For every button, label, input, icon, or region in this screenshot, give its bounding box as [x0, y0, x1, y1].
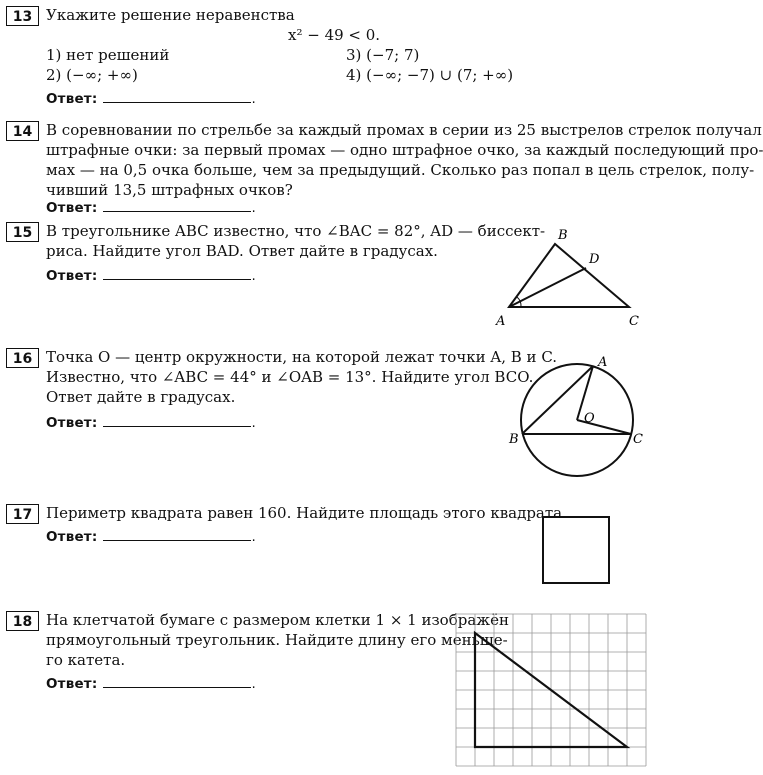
answer-line[interactable] — [103, 674, 251, 688]
answer-label: Ответ: — [46, 676, 98, 692]
label-b: B — [509, 432, 519, 447]
task-17-line: Периметр квадрата равен 160. Найдите площадь этого квадрата. — [46, 504, 567, 522]
answer-period: . — [251, 415, 256, 431]
task-16-text — [46, 347, 558, 407]
task-18-number: 18 — [6, 611, 39, 631]
answer-line[interactable] — [103, 89, 251, 103]
task-13-prompt: Укажите решение неравенства — [46, 6, 295, 24]
task-18-line: На клетчатой бумаге с размером клетки 1 × 1 изображён — [46, 611, 509, 629]
task-16-circle-figure — [505, 350, 655, 480]
task-18-line: прямоугольный треугольник. Найдите длину его меньше- — [46, 631, 508, 649]
task-15-answer — [46, 266, 256, 286]
task-14-answer — [46, 198, 256, 218]
task-18-text — [46, 610, 509, 670]
task-17-square-figure — [542, 516, 610, 584]
task-13-number: 13 — [6, 6, 39, 26]
task-15-text — [46, 221, 546, 261]
task-13-option-1[interactable]: 1) нет решений — [46, 46, 170, 64]
task-15-number: 15 — [6, 222, 39, 242]
label-d: D — [589, 252, 600, 267]
task-13-option-2[interactable]: 2) (−∞; +∞) — [46, 66, 138, 84]
label-a: A — [496, 314, 506, 329]
answer-label: Ответ: — [46, 91, 98, 107]
task-15-triangle-figure — [488, 224, 648, 329]
task-18-grid-figure — [455, 613, 655, 775]
answer-period: . — [251, 529, 256, 545]
task-16-line: Ответ дайте в градусах. — [46, 388, 236, 406]
answer-period: . — [251, 268, 256, 284]
answer-period: . — [251, 200, 256, 216]
task-13-answer — [46, 89, 256, 109]
answer-line[interactable] — [103, 266, 251, 280]
task-13-option-3[interactable]: 3) (−7; 7) — [346, 46, 420, 64]
answer-line[interactable] — [103, 413, 251, 427]
task-18-line: го катета. — [46, 651, 126, 669]
answer-period: . — [251, 91, 256, 107]
task-16-number: 16 — [6, 348, 39, 368]
label-b: B — [558, 228, 568, 243]
answer-label: Ответ: — [46, 268, 98, 284]
task-17-text — [46, 503, 567, 523]
answer-period: . — [251, 676, 256, 692]
task-14-line: В соревновании по стрельбе за каждый промах в серии из 25 выстрелов стрелок получал — [46, 121, 762, 139]
label-a: A — [598, 355, 608, 370]
label-o: O — [584, 411, 595, 426]
label-c: C — [629, 314, 639, 329]
answer-line[interactable] — [103, 198, 251, 212]
task-14-line: штрафные очки: за первый промах — одно штрафное очко, за каждый последующий про- — [46, 141, 763, 159]
task-18-answer — [46, 674, 256, 694]
task-13-option-4[interactable]: 4) (−∞; −7) ∪ (7; +∞) — [346, 66, 514, 84]
task-14-text — [46, 120, 763, 200]
task-15-line: В треугольнике ABC известно, что ∠BAC = 82°, AD — биссект- — [46, 222, 546, 240]
answer-label: Ответ: — [46, 529, 98, 545]
label-c: C — [633, 432, 643, 447]
task-16-answer — [46, 413, 256, 433]
task-17-number: 17 — [6, 504, 39, 524]
task-14-number: 14 — [6, 121, 39, 141]
task-17-answer — [46, 527, 256, 547]
task-13-inequality: x² − 49 < 0. — [288, 26, 381, 44]
task-14-line: чивший 13,5 штрафных очков? — [46, 181, 293, 199]
task-16-line: Известно, что ∠ABC = 44° и ∠OAB = 13°. Найдите угол BCO. — [46, 368, 534, 386]
answer-line[interactable] — [103, 527, 251, 541]
task-16-line: Точка O — центр окружности, на которой лежат точки A, B и C. — [46, 348, 558, 366]
answer-label: Ответ: — [46, 200, 98, 216]
task-15-line: риса. Найдите угол BAD. Ответ дайте в градусах. — [46, 242, 438, 260]
task-14-line: мах — на 0,5 очка больше, чем за предыдущий. Сколько раз попал в цель стрелок, полу- — [46, 161, 755, 179]
answer-label: Ответ: — [46, 415, 98, 431]
